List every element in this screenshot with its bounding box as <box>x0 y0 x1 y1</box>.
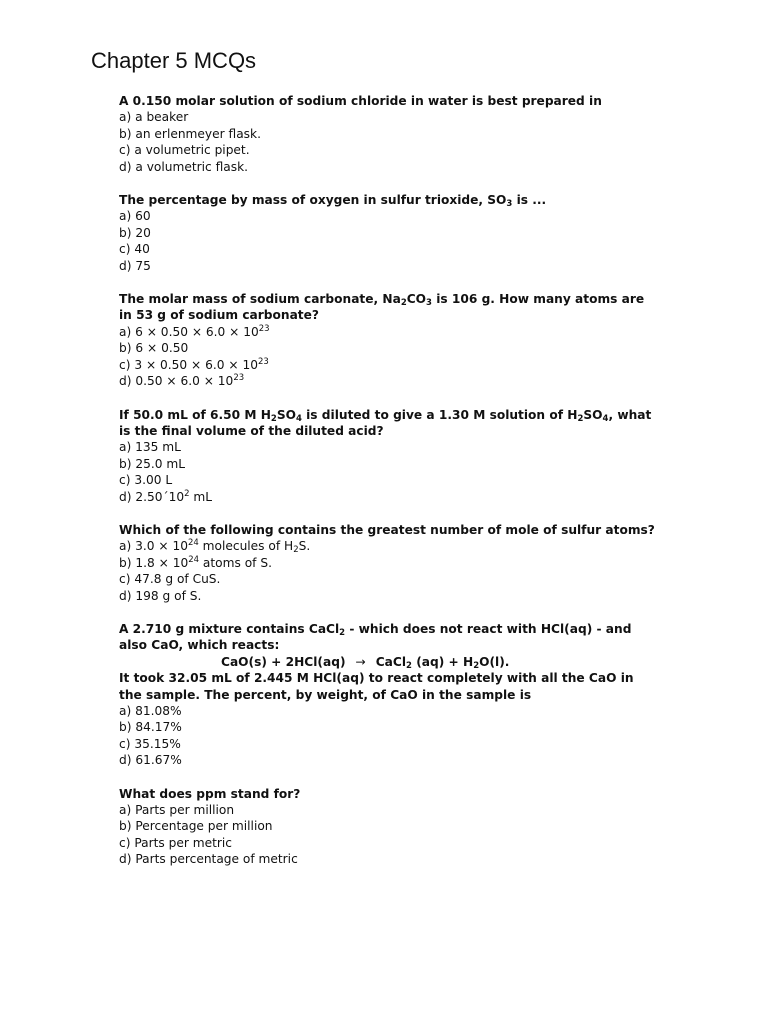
question-4-text-part: SO <box>583 407 603 422</box>
question-3-option-d <box>119 373 659 389</box>
question-6-option-b: b) 84.17% <box>119 720 182 735</box>
subscript: 4 <box>295 413 302 424</box>
question-2-text-part: is ... <box>512 193 547 208</box>
question-5 <box>119 522 659 604</box>
subscript: 2 <box>406 660 412 671</box>
equation-lhs: CaO(s) + 2HCl(aq) <box>221 654 346 669</box>
question-7-option-a: a) Parts per million <box>119 803 235 818</box>
question-3-text <box>119 291 659 324</box>
question-4-option-d <box>119 489 659 505</box>
question-4 <box>119 407 659 505</box>
option-text: c) 3 × 0.50 × 6.0 × 10 <box>119 357 258 372</box>
question-6-option-c: c) 35.15% <box>119 736 181 751</box>
superscript: 23 <box>258 323 270 334</box>
subscript: 2 <box>270 413 277 424</box>
questions-list <box>119 93 659 885</box>
question-5-option-b <box>119 555 659 571</box>
question-2-option-a: a) 60 <box>119 209 151 224</box>
equation-rhs: CaCl <box>375 654 407 669</box>
question-4-text-part: , what is the final volume of the diluted acid? <box>119 407 652 438</box>
question-3-text-part: The molar mass of sodium carbonate, Na <box>119 292 401 307</box>
question-4-option-a: a) 135 mL <box>119 440 181 455</box>
subscript: 2 <box>293 545 299 556</box>
superscript: 2 <box>184 488 190 499</box>
option-text: d) 0.50 × 6.0 × 10 <box>119 374 234 389</box>
question-4-text-part: If 50.0 mL of 6.50 M H <box>119 407 271 422</box>
question-1-option-a: a) a beaker <box>119 110 189 125</box>
question-6-text-part: A 2.710 g mixture contains CaCl <box>119 621 340 636</box>
question-5-option-a <box>119 538 659 554</box>
question-7-option-c: c) Parts per metric <box>119 835 232 850</box>
subscript: 2 <box>339 627 346 638</box>
question-1-option-b: b) an erlenmeyer flask. <box>119 126 261 141</box>
question-4-option-c: c) 3.00 L <box>119 473 173 488</box>
question-6-option-a: a) 81.08% <box>119 704 182 718</box>
question-2-text-part: The percentage by mass of oxygen in sulfur trioxide, SO <box>119 193 507 208</box>
option-text: d) 2.50´10 <box>119 489 185 504</box>
reaction-equation <box>119 654 659 670</box>
arrow-icon: → <box>355 654 366 669</box>
option-text: a) 6 × 0.50 × 6.0 × 10 <box>119 324 259 339</box>
question-4-text-part: is diluted to give a 1.30 M solution of H <box>301 407 578 422</box>
question-3-option-b: b) 6 × 0.50 <box>119 341 189 356</box>
equation-rhs: (aq) + H <box>411 654 474 669</box>
option-text: atoms of S. <box>199 555 272 570</box>
subscript: 2 <box>400 298 407 309</box>
question-7-text: What does ppm stand for? <box>119 786 301 801</box>
question-4-text <box>119 407 659 440</box>
question-5-option-c: c) 47.8 g of CuS. <box>119 572 221 587</box>
question-1-option-d: d) a volumetric flask. <box>119 159 249 174</box>
question-1-option-c: c) a volumetric pipet. <box>119 143 250 158</box>
question-2-option-d: d) 75 <box>119 258 151 273</box>
question-5-option-d: d) 198 g of S. <box>119 588 202 603</box>
option-text: S. <box>298 539 311 554</box>
question-3-option-a <box>119 324 659 340</box>
subscript: 3 <box>426 298 432 309</box>
question-3 <box>119 291 659 389</box>
question-3-text-part: is 106 g. How many atoms are in 53 g of sodium carbonate? <box>119 292 645 323</box>
question-4-text-part: SO <box>276 407 296 422</box>
question-6-text-part: - which does not react with HCl(aq) - and also CaO, which reacts: <box>119 621 632 653</box>
superscript: 23 <box>233 373 245 384</box>
equation-rhs: O(l). <box>479 654 510 669</box>
superscript: 24 <box>188 554 200 565</box>
question-3-option-c <box>119 357 659 373</box>
question-1-text: A 0.150 molar solution of sodium chloride in water is best prepared in <box>119 94 602 108</box>
page-title: Chapter 5 MCQs <box>91 48 257 73</box>
question-2-option-b: b) 20 <box>119 225 151 240</box>
subscript: 3 <box>506 199 513 210</box>
question-4-option-b: b) 25.0 mL <box>119 456 186 471</box>
question-7-option-d: d) Parts percentage of metric <box>119 852 298 867</box>
question-2-text <box>119 192 659 208</box>
question-6-text <box>119 621 659 654</box>
option-text: a) 3.0 × 10 <box>119 539 188 554</box>
question-2-option-c: c) 40 <box>119 242 150 257</box>
superscript: 23 <box>258 356 269 367</box>
superscript: 24 <box>187 538 199 549</box>
option-text: mL <box>189 489 213 504</box>
subscript: 2 <box>473 660 480 671</box>
subscript: 4 <box>602 413 609 424</box>
question-6-option-d: d) 61.67% <box>119 753 182 768</box>
question-5-text: Which of the following contains the greatest number of mole of sulfur atoms? <box>119 522 655 537</box>
question-6 <box>119 621 659 769</box>
subscript: 2 <box>577 413 584 424</box>
question-7 <box>119 786 659 868</box>
question-2 <box>119 192 659 274</box>
option-text: molecules of H <box>198 539 294 554</box>
option-text: b) 1.8 × 10 <box>119 555 189 570</box>
question-3-text-part: CO <box>406 292 427 307</box>
question-7-option-b: b) Percentage per million <box>119 819 273 834</box>
question-6-text-continued: It took 32.05 mL of 2.445 M HCl(aq) to react completely with all the CaO in the sample. The percent, by weight, of CaO in the sample is <box>119 671 634 702</box>
question-1 <box>119 93 659 175</box>
